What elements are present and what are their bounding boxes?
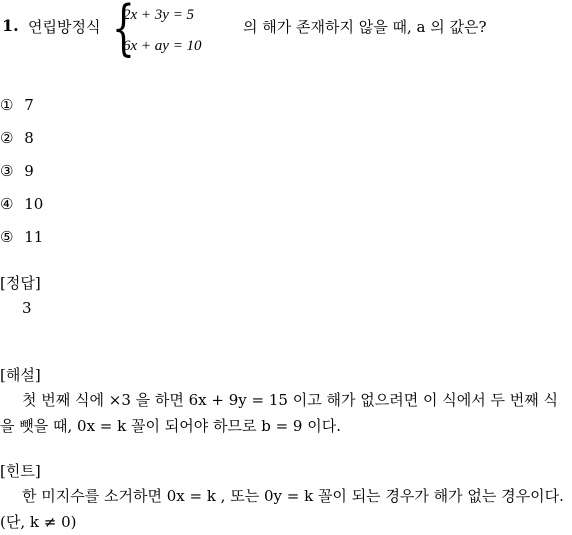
choice-4[interactable] <box>0 195 43 213</box>
choice-value: 9 <box>24 162 34 180</box>
choice-value: 11 <box>24 228 44 246</box>
question-stem-suffix: 의 해가 존재하지 않을 때, a 의 값은? <box>243 18 487 36</box>
choice-2[interactable] <box>0 129 34 147</box>
hint-text: 한 미지수를 소거하면 0x = k , 또는 0y = k 꼴이 되는 경우가 해가 없는 경우이다. (단, k ≠ 0) <box>0 487 564 531</box>
equation-2: 6x + ay = 10 <box>123 38 202 54</box>
answer-header: [정답] <box>0 274 41 292</box>
question-stem-prefix: 연립방정식 <box>28 18 101 36</box>
choice-5[interactable] <box>0 228 43 246</box>
choice-value: 7 <box>24 96 34 114</box>
choice-mark: ③ <box>0 162 14 180</box>
system-brace: { <box>112 0 135 63</box>
answer-value: 3 <box>22 299 32 317</box>
choice-1[interactable] <box>0 96 34 114</box>
hint-header: [힌트] <box>0 462 41 480</box>
choice-mark: ① <box>0 96 14 114</box>
choice-mark: ④ <box>0 195 14 213</box>
explanation-header: [해설] <box>0 366 41 384</box>
choice-mark: ⑤ <box>0 228 14 246</box>
explanation-text: 첫 번째 식에 ×3 을 하면 6x + 9y = 15 이고 해가 없으려면 이 식에서 두 번째 식을 뺏을 때, 0x = k 꼴이 되어야 하므로 b = 9 이다. <box>0 391 558 435</box>
choice-value: 8 <box>24 129 34 147</box>
choice-3[interactable] <box>0 162 34 180</box>
question-number: 1. <box>2 16 19 35</box>
equation-1: 2x + 3y = 5 <box>123 7 195 23</box>
choice-mark: ② <box>0 129 14 147</box>
choice-value: 10 <box>24 195 44 213</box>
